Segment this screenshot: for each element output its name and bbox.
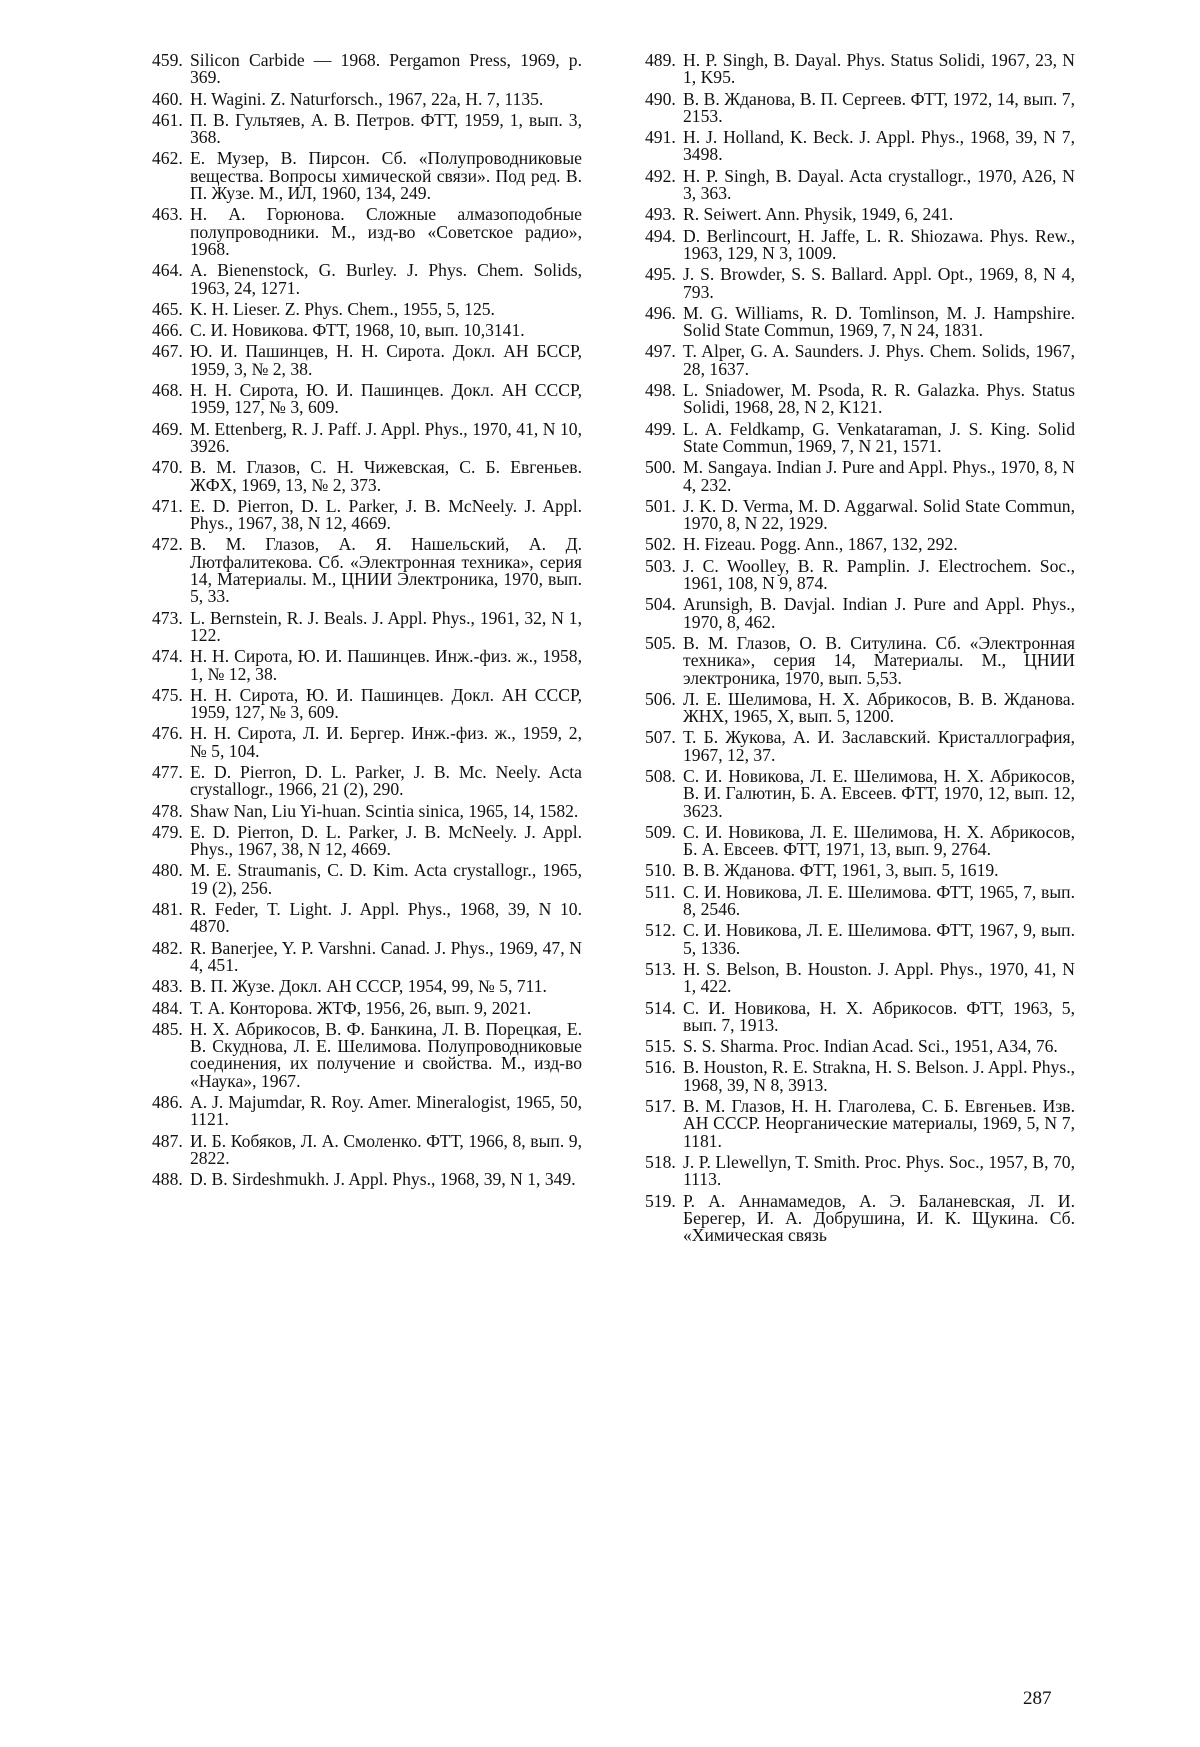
- reference-entry: [645, 958, 1075, 997]
- reference-entry: [152, 1018, 582, 1091]
- reference-entry: [645, 862, 1075, 879]
- reference-text: H. J. Holland, K. Beck. J. Appl. Phys., 1968, 39, N 7, 3498.: [683, 127, 1075, 165]
- reference-number: 509.: [645, 821, 676, 842]
- reference-number: 497.: [645, 341, 676, 362]
- reference-number: 466.: [152, 320, 183, 341]
- reference-number: 474.: [152, 646, 183, 667]
- reference-entry: [152, 997, 582, 1018]
- reference-number: 472.: [152, 534, 183, 555]
- reference-entry: [645, 821, 1075, 860]
- reference-text: Т. Б. Жукова, А. И. Заславский. Кристаллография, 1967, 12, 37.: [683, 727, 1075, 765]
- reference-text: M. E. Straumanis, C. D. Kim. Acta crystallogr., 1965, 19 (2), 256.: [190, 860, 582, 898]
- reference-entry: [152, 937, 582, 975]
- reference-entry: [152, 607, 582, 645]
- reference-text: J. P. Llewellyn, T. Smith. Proc. Phys. Soc., 1957, B, 70, 1113.: [683, 1151, 1075, 1190]
- reference-number: 512.: [645, 920, 676, 941]
- reference-entry: [152, 1171, 582, 1188]
- reference-text: Н. Н. Сирота, Ю. И. Пашинцев. Докл. АН СССР, 1959, 127, № 3, 609.: [190, 380, 582, 418]
- reference-entry: [152, 150, 582, 202]
- reference-number: 480.: [152, 860, 183, 881]
- reference-text: M. G. Williams, R. D. Tomlinson, M. J. Hampshire. Solid State Commun, 1969, 7, N 24, 1831.: [683, 302, 1075, 341]
- reference-number: 489.: [645, 50, 676, 70]
- reference-entry: [152, 1130, 582, 1168]
- reference-text: В. М. Глазов, Н. Н. Глаголева, С. Б. Евгеньев. Изв. АН СССР. Неорганические материалы, 1969, 5, N 7, 1181.: [683, 1096, 1075, 1151]
- reference-entry: [152, 459, 582, 494]
- reference-text: D. B. Sirdeshmukh. J. Appl. Phys., 1968, 39, N 1, 349.: [190, 1169, 576, 1190]
- reference-number: 488.: [152, 1169, 183, 1190]
- reference-entry: [152, 382, 582, 417]
- reference-number: 498.: [645, 380, 676, 401]
- reference-entry: [645, 418, 1075, 456]
- reference-entry: [152, 800, 582, 821]
- reference-entry: [645, 922, 1075, 957]
- reference-text: J. S. Browder, S. S. Ballard. Appl. Opt., 1969, 8, N 4, 793.: [683, 264, 1075, 302]
- reference-number: 483.: [152, 976, 183, 997]
- reference-number: 468.: [152, 380, 183, 401]
- reference-number: 476.: [152, 723, 183, 744]
- reference-text: Shaw Nan, Liu Yi-huan. Scintia sinica, 1965, 14, 1582.: [190, 800, 579, 821]
- reference-number: 470.: [152, 457, 183, 478]
- reference-text: Н. А. Горюнова. Сложные алмазоподобные полупроводники. М., изд-во «Советское радио», 1968.: [190, 204, 582, 259]
- reference-number: 514.: [645, 997, 676, 1018]
- reference-text: K. H. Lieser. Z. Phys. Chem., 1955, 5, 125.: [190, 298, 495, 319]
- reference-number: 513.: [645, 958, 676, 979]
- reference-text: A. Bienenstock, G. Burley. J. Phys. Chem. Solids, 1963, 24, 1271.: [190, 260, 582, 298]
- page-number: 287: [1023, 1688, 1052, 1709]
- reference-number: 492.: [645, 165, 676, 186]
- reference-number: 491.: [645, 127, 676, 148]
- reference-number: 478.: [152, 800, 183, 821]
- reference-number: 463.: [152, 204, 183, 225]
- reference-number: 479.: [152, 821, 183, 842]
- reference-entry: [152, 725, 582, 760]
- reference-text: T. Alper, G. A. Saunders. J. Phys. Chem. Solids, 1967, 28, 1637.: [683, 341, 1075, 379]
- reference-text: R. Feder, T. Light. J. Appl. Phys., 1968, 39, N 10. 4870.: [190, 899, 582, 937]
- reference-entry: [645, 1038, 1075, 1055]
- reference-entry: [645, 632, 1075, 688]
- reference-text: H. S. Belson, B. Houston. J. Appl. Phys., 1970, 41, N 1, 422.: [683, 958, 1075, 997]
- reference-entry: [152, 536, 582, 605]
- reference-number: 460.: [152, 88, 183, 109]
- reference-number: 507.: [645, 727, 676, 748]
- reference-number: 496.: [645, 302, 676, 323]
- reference-number: 485.: [152, 1018, 183, 1039]
- reference-number: 503.: [645, 555, 676, 576]
- reference-entry: [645, 536, 1075, 553]
- reference-text: M. Ettenberg, R. J. Paff. J. Appl. Phys., 1970, 41, N 10, 3926.: [190, 418, 582, 456]
- reference-number: 519.: [645, 1190, 676, 1211]
- reference-number: 517.: [645, 1096, 676, 1117]
- reference-entry: [152, 684, 582, 723]
- reference-number: 490.: [645, 88, 676, 109]
- reference-text: С. И. Новикова, Л. Е. Шелимова, Н. Х. Абрикосов, Б. А. Евсеев. ФТТ, 1971, 13, вып. 9, 2764.: [683, 821, 1075, 860]
- reference-text: С. И. Новикова, Л. Е. Шелимова. ФТТ, 1967, 9, вып. 5, 1336.: [683, 920, 1075, 958]
- reference-entry: [645, 1151, 1075, 1190]
- reference-text: H. Fizeau. Pogg. Ann., 1867, 132, 292.: [683, 534, 958, 555]
- reference-entry: [152, 648, 582, 683]
- reference-number: 505.: [645, 632, 676, 653]
- reference-entry: [645, 52, 1075, 87]
- reference-number: 502.: [645, 534, 676, 555]
- reference-number: 493.: [645, 204, 676, 225]
- reference-text: H. P. Singh, B. Dayal. Phys. Status Solidi, 1967, 23, N 1, K95.: [683, 50, 1075, 88]
- reference-text: Е. Музер, В. Пирсон. Сб. «Полупроводниковые вещества. Вопросы химической связи». Под ред. В. П. Жузе. М., ИЛ, 1960, 134, 249.: [190, 148, 582, 204]
- reference-text: H. Wagini. Z. Naturforsch., 1967, 22a, H. 7, 1135.: [190, 88, 544, 109]
- reference-entry: [645, 596, 1075, 631]
- reference-entry: [645, 302, 1075, 341]
- reference-text: S. S. Sharma. Proc. Indian Acad. Sci., 1951, A34, 76.: [683, 1036, 1058, 1057]
- reference-number: 475.: [152, 684, 183, 705]
- reference-entry: [645, 266, 1075, 301]
- reference-number: 518.: [645, 1151, 676, 1172]
- reference-number: 477.: [152, 761, 183, 782]
- reference-number: 511.: [645, 881, 676, 902]
- reference-text: Arunsigh, B. Davjal. Indian J. Pure and Appl. Phys., 1970, 8, 462.: [683, 594, 1075, 632]
- reference-entry: [645, 459, 1075, 494]
- reference-number: 499.: [645, 418, 676, 439]
- reference-entry: [152, 821, 582, 860]
- reference-number: 469.: [152, 418, 183, 439]
- reference-text: В. М. Глазов, С. Н. Чижевская, С. Б. Евгеньев. ЖФХ, 1969, 13, № 2, 373.: [190, 457, 582, 495]
- reference-number: 494.: [645, 225, 676, 246]
- reference-text: D. Berlincourt, H. Jaffe, L. R. Shiozawa. Phys. Rew., 1963, 129, N 3, 1009.: [683, 225, 1075, 263]
- reference-number: 515.: [645, 1036, 676, 1057]
- reference-number: 506.: [645, 688, 676, 709]
- reference-number: 459.: [152, 50, 183, 70]
- reference-text: E. D. Pierron, D. L. Parker, J. B. McNeely. J. Appl. Phys., 1967, 38, N 12, 4669.: [190, 821, 582, 860]
- reference-number: 467.: [152, 341, 183, 362]
- reference-entry: [645, 343, 1075, 378]
- reference-entry: [152, 343, 582, 378]
- reference-number: 482.: [152, 937, 183, 958]
- reference-text: E. D. Pierron, D. L. Parker, J. B. Mc. Neely. Acta crystallogr., 1966, 21 (2), 290.: [190, 761, 582, 800]
- reference-entry: [152, 862, 582, 897]
- reference-text: В. М. Глазов, А. Я. Нашельский, А. Д. Лютфалитекова. Сб. «Электронная техника», серия 14, Материалы. М., ЦНИИ Электроника, 1970, вып. 5, 33.: [190, 534, 582, 607]
- reference-text: L. Sniadower, M. Psoda, R. R. Galazka. Phys. Status Solidi, 1968, 28, N 2, K121.: [683, 380, 1075, 418]
- reference-text: В. П. Жузе. Докл. АН СССР, 1954, 99, № 5, 711.: [190, 976, 547, 997]
- reference-text: С. И. Новикова, Н. Х. Абрикосов. ФТТ, 1963, 5, вып. 7, 1913.: [683, 997, 1075, 1035]
- reference-number: 473.: [152, 607, 183, 628]
- reference-number: 501.: [645, 495, 676, 516]
- reference-entry: [152, 418, 582, 456]
- reference-text: В. В. Жданова, В. П. Сергеев. ФТТ, 1972, 14, вып. 7, 2153.: [683, 88, 1075, 126]
- reference-entry: [645, 1059, 1075, 1094]
- reference-entry: [152, 262, 582, 297]
- reference-entry: [152, 52, 582, 87]
- reference-number: 484.: [152, 997, 183, 1018]
- reference-text: R. Banerjee, Y. P. Varshni. Canad. J. Phys., 1969, 47, N 4, 451.: [190, 937, 582, 975]
- reference-entry: [645, 495, 1075, 534]
- reference-entry: [645, 555, 1075, 594]
- reference-text: Silicon Carbide — 1968. Pergamon Press, 1969, p. 369.: [190, 50, 582, 88]
- reference-number: 487.: [152, 1130, 183, 1151]
- reference-number: 495.: [645, 264, 676, 285]
- reference-entry: [152, 298, 582, 319]
- reference-entry: [645, 129, 1075, 164]
- reference-text: Ю. И. Пашинцев, Н. Н. Сирота. Докл. АН БССР, 1959, 3, № 2, 38.: [190, 341, 582, 379]
- reference-entry: [152, 322, 582, 339]
- reference-text: С. И. Новикова. ФТТ, 1968, 10, вып. 10,3141.: [190, 320, 525, 341]
- reference-text: M. Sangaya. Indian J. Pure and Appl. Phys., 1970, 8, N 4, 232.: [683, 457, 1075, 495]
- reference-text: R. Seiwert. Ann. Physik, 1949, 6, 241.: [683, 204, 954, 225]
- reference-entry: [645, 688, 1075, 727]
- reference-number: 461.: [152, 109, 183, 130]
- reference-number: 508.: [645, 765, 676, 786]
- reference-text: С. И. Новикова, Л. Е. Шелимова. ФТТ, 1965, 7, вып. 8, 2546.: [683, 881, 1075, 920]
- reference-number: 510.: [645, 860, 676, 881]
- reference-entry: [152, 88, 582, 109]
- reference-text: H. P. Singh, B. Dayal. Acta crystallogr., 1970, A26, N 3, 363.: [683, 165, 1075, 204]
- reference-entry: [645, 165, 1075, 204]
- reference-number: 465.: [152, 298, 183, 319]
- reference-text: С. И. Новикова, Л. Е. Шелимова, Н. Х. Абрикосов, В. И. Галютин, Б. А. Евсеев. ФТТ, 1970, 12, вып. 12, 3623.: [683, 765, 1075, 821]
- reference-number: 516.: [645, 1057, 676, 1078]
- reference-entry: [152, 109, 582, 148]
- reference-entry: [645, 881, 1075, 920]
- reference-number: 481.: [152, 899, 183, 920]
- reference-text: J. K. D. Verma, M. D. Aggarwal. Solid State Commun, 1970, 8, N 22, 1929.: [683, 495, 1075, 534]
- references-left-column: [152, 52, 582, 1193]
- reference-text: Н. Х. Абрикосов, В. Ф. Банкина, Л. В. Порецкая, Е. В. Скуднова, Л. Е. Шелимова. Полупроводниковые соединения, их получение и свойства. М., изд-во «Наука», 1967.: [190, 1018, 582, 1091]
- references-right-column: [645, 52, 1075, 1248]
- reference-entry: [645, 88, 1075, 126]
- reference-number: 471.: [152, 495, 183, 516]
- reference-number: 462.: [152, 148, 183, 169]
- reference-entry: [645, 729, 1075, 764]
- reference-text: Н. Н. Сирота, Ю. И. Пашинцев. Докл. АН СССР, 1959, 127, № 3, 609.: [190, 684, 582, 723]
- reference-entry: [645, 1098, 1075, 1150]
- reference-entry: [152, 1094, 582, 1129]
- reference-text: J. C. Woolley, B. R. Pamplin. J. Electrochem. Soc., 1961, 108, N 9, 874.: [683, 555, 1075, 594]
- reference-number: 504.: [645, 594, 676, 615]
- reference-text: Л. Е. Шелимова, Н. Х. Абрикосов, В. В. Жданова. ЖНХ, 1965, X, вып. 5, 1200.: [683, 688, 1075, 727]
- reference-text: B. Houston, R. E. Strakna, H. S. Belson. J. Appl. Phys., 1968, 39, N 8, 3913.: [683, 1057, 1075, 1095]
- reference-entry: [645, 1190, 1075, 1246]
- reference-text: Т. А. Конторова. ЖТФ, 1956, 26, вып. 9, 2021.: [190, 997, 532, 1018]
- reference-text: Р. А. Аннамамедов, А. Э. Баланевская, Л. И. Берегер, И. А. Добрушина, И. К. Щукина. Сб. «Химическая связь: [683, 1190, 1075, 1246]
- reference-number: 500.: [645, 457, 676, 478]
- reference-entry: [645, 206, 1075, 223]
- reference-number: 464.: [152, 260, 183, 281]
- reference-entry: [645, 225, 1075, 263]
- reference-entry: [645, 997, 1075, 1035]
- reference-text: В. М. Глазов, О. В. Ситулина. Сб. «Электронная техника», серия 14, Материалы. М., ЦНИИ электроника, 1970, вып. 5,53.: [683, 632, 1075, 688]
- reference-text: В. В. Жданова. ФТТ, 1961, 3, вып. 5, 1619.: [683, 860, 999, 881]
- reference-entry: [645, 382, 1075, 417]
- reference-entry: [152, 495, 582, 534]
- reference-entry: [152, 761, 582, 800]
- reference-text: П. В. Гультяев, А. В. Петров. ФТТ, 1959, 1, вып. 3, 368.: [190, 109, 582, 148]
- reference-text: A. J. Majumdar, R. Roy. Amer. Mineralogist, 1965, 50, 1121.: [190, 1092, 582, 1130]
- reference-entry: [152, 978, 582, 995]
- reference-text: Н. Н. Сирота, Л. И. Бергер. Инж.-физ. ж., 1959, 2, № 5, 104.: [190, 723, 582, 761]
- reference-text: Н. Н. Сирота, Ю. И. Пашинцев. Инж.-физ. ж., 1958, 1, № 12, 38.: [190, 646, 582, 684]
- reference-entry: [645, 765, 1075, 821]
- reference-text: E. D. Pierron, D. L. Parker, J. B. McNeely. J. Appl. Phys., 1967, 38, N 12, 4669.: [190, 495, 582, 534]
- reference-text: L. A. Feldkamp, G. Venkataraman, J. S. King. Solid State Commun, 1969, 7, N 21, 1571.: [683, 418, 1075, 456]
- reference-entry: [152, 901, 582, 936]
- reference-number: 486.: [152, 1092, 183, 1113]
- reference-entry: [152, 206, 582, 258]
- reference-text: И. Б. Кобяков, Л. А. Смоленко. ФТТ, 1966, 8, вып. 9, 2822.: [190, 1130, 582, 1168]
- reference-text: L. Bernstein, R. J. Beals. J. Appl. Phys., 1961, 32, N 1, 122.: [190, 607, 582, 645]
